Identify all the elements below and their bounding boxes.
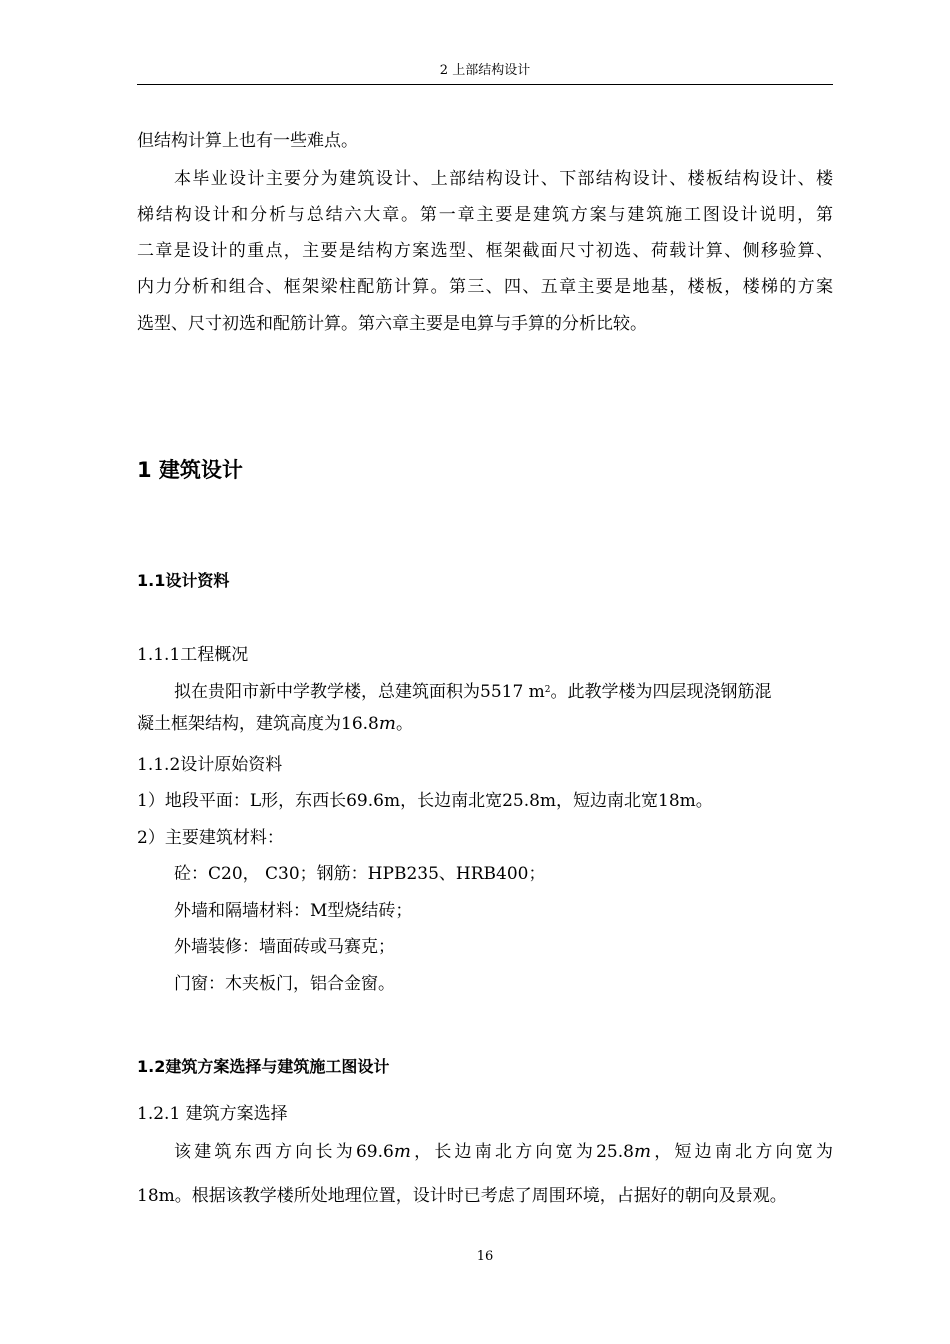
intro-line-2: 本毕业设计主要分为建筑设计、上部结构设计、下部结构设计、楼板结构设计、楼 — [174, 169, 833, 189]
overview-text-b: 。此教学楼为四层现浇钢筋混 — [550, 682, 772, 702]
scheme-text-c: ，短边南北方向宽为 — [651, 1142, 833, 1162]
intro-line-3: 梯结构设计和分析与总结六大章。第一章主要是建筑方案与建筑施工图设计说明，第 — [137, 205, 833, 225]
overview-text-d: 。 — [395, 714, 413, 734]
scheme-line-2: 18m。根据该教学楼所处地理位置，设计时已考虑了周围环境，占据好的朝向及景观。 — [137, 1186, 787, 1206]
intro-line-6: 选型、尺寸初选和配筋计算。第六章主要是电算与手算的分析比较。 — [137, 314, 647, 334]
material-wall-finish: 外墙装修：墙面砖或马赛克； — [174, 937, 395, 957]
scheme-text-a: 该建筑东西方向长为69.6 — [174, 1142, 394, 1162]
section-1-1-title: 1.1设计资料 — [137, 571, 230, 590]
intro-line-5: 内力分析和组合、框架梁柱配筋计算。第三、四、五章主要是地基，楼板，楼梯的方案 — [137, 277, 833, 297]
overview-text-c: 凝土框架结构，建筑高度为16.8 — [137, 714, 379, 734]
area-unit-superscript: 2 — [544, 685, 551, 695]
intro-line-1: 但结构计算上也有一些难点。 — [137, 131, 358, 151]
material-doors-windows: 门窗：木夹板门，铝合金窗。 — [174, 974, 395, 994]
chapter-title: 1 建筑设计 — [137, 458, 243, 482]
project-overview-line-2 — [137, 712, 413, 736]
overview-text-a: 拟在贵阳市新中学教学楼，总建筑面积为5517 m — [174, 682, 545, 702]
length-unit: m — [393, 1141, 411, 1162]
site-plan-item: 1）地段平面：L形，东西长69.6m，长边南北宽25.8m，短边南北宽18m。 — [137, 791, 713, 811]
section-1-1-1-title: 1.1.1工程概况 — [137, 645, 249, 665]
page-number: 16 — [476, 1249, 494, 1264]
scheme-text-b: ，长边南北方向宽为25.8 — [410, 1142, 634, 1162]
scheme-line-1 — [174, 1140, 833, 1164]
section-1-1-2-title: 1.1.2设计原始资料 — [137, 755, 283, 775]
page-header: 2 上部结构设计 — [439, 63, 531, 78]
width-unit: m — [633, 1141, 652, 1162]
project-overview-line-1 — [174, 680, 772, 704]
section-1-2-title: 1.2建筑方案选择与建筑施工图设计 — [137, 1057, 390, 1076]
section-1-2-1-title: 1.2.1 建筑方案选择 — [137, 1104, 288, 1124]
material-concrete-steel: 砼：C20， C30；钢筋：HPB235、HRB400； — [174, 864, 546, 884]
height-unit: m — [378, 713, 396, 734]
header-rule — [137, 84, 833, 85]
materials-item: 2）主要建筑材料： — [137, 828, 284, 848]
material-walls: 外墙和隔墙材料：M型烧结砖； — [174, 901, 413, 921]
intro-line-4: 二章是设计的重点，主要是结构方案选型、框架截面尺寸初选、荷载计算、侧移验算、 — [137, 241, 833, 261]
